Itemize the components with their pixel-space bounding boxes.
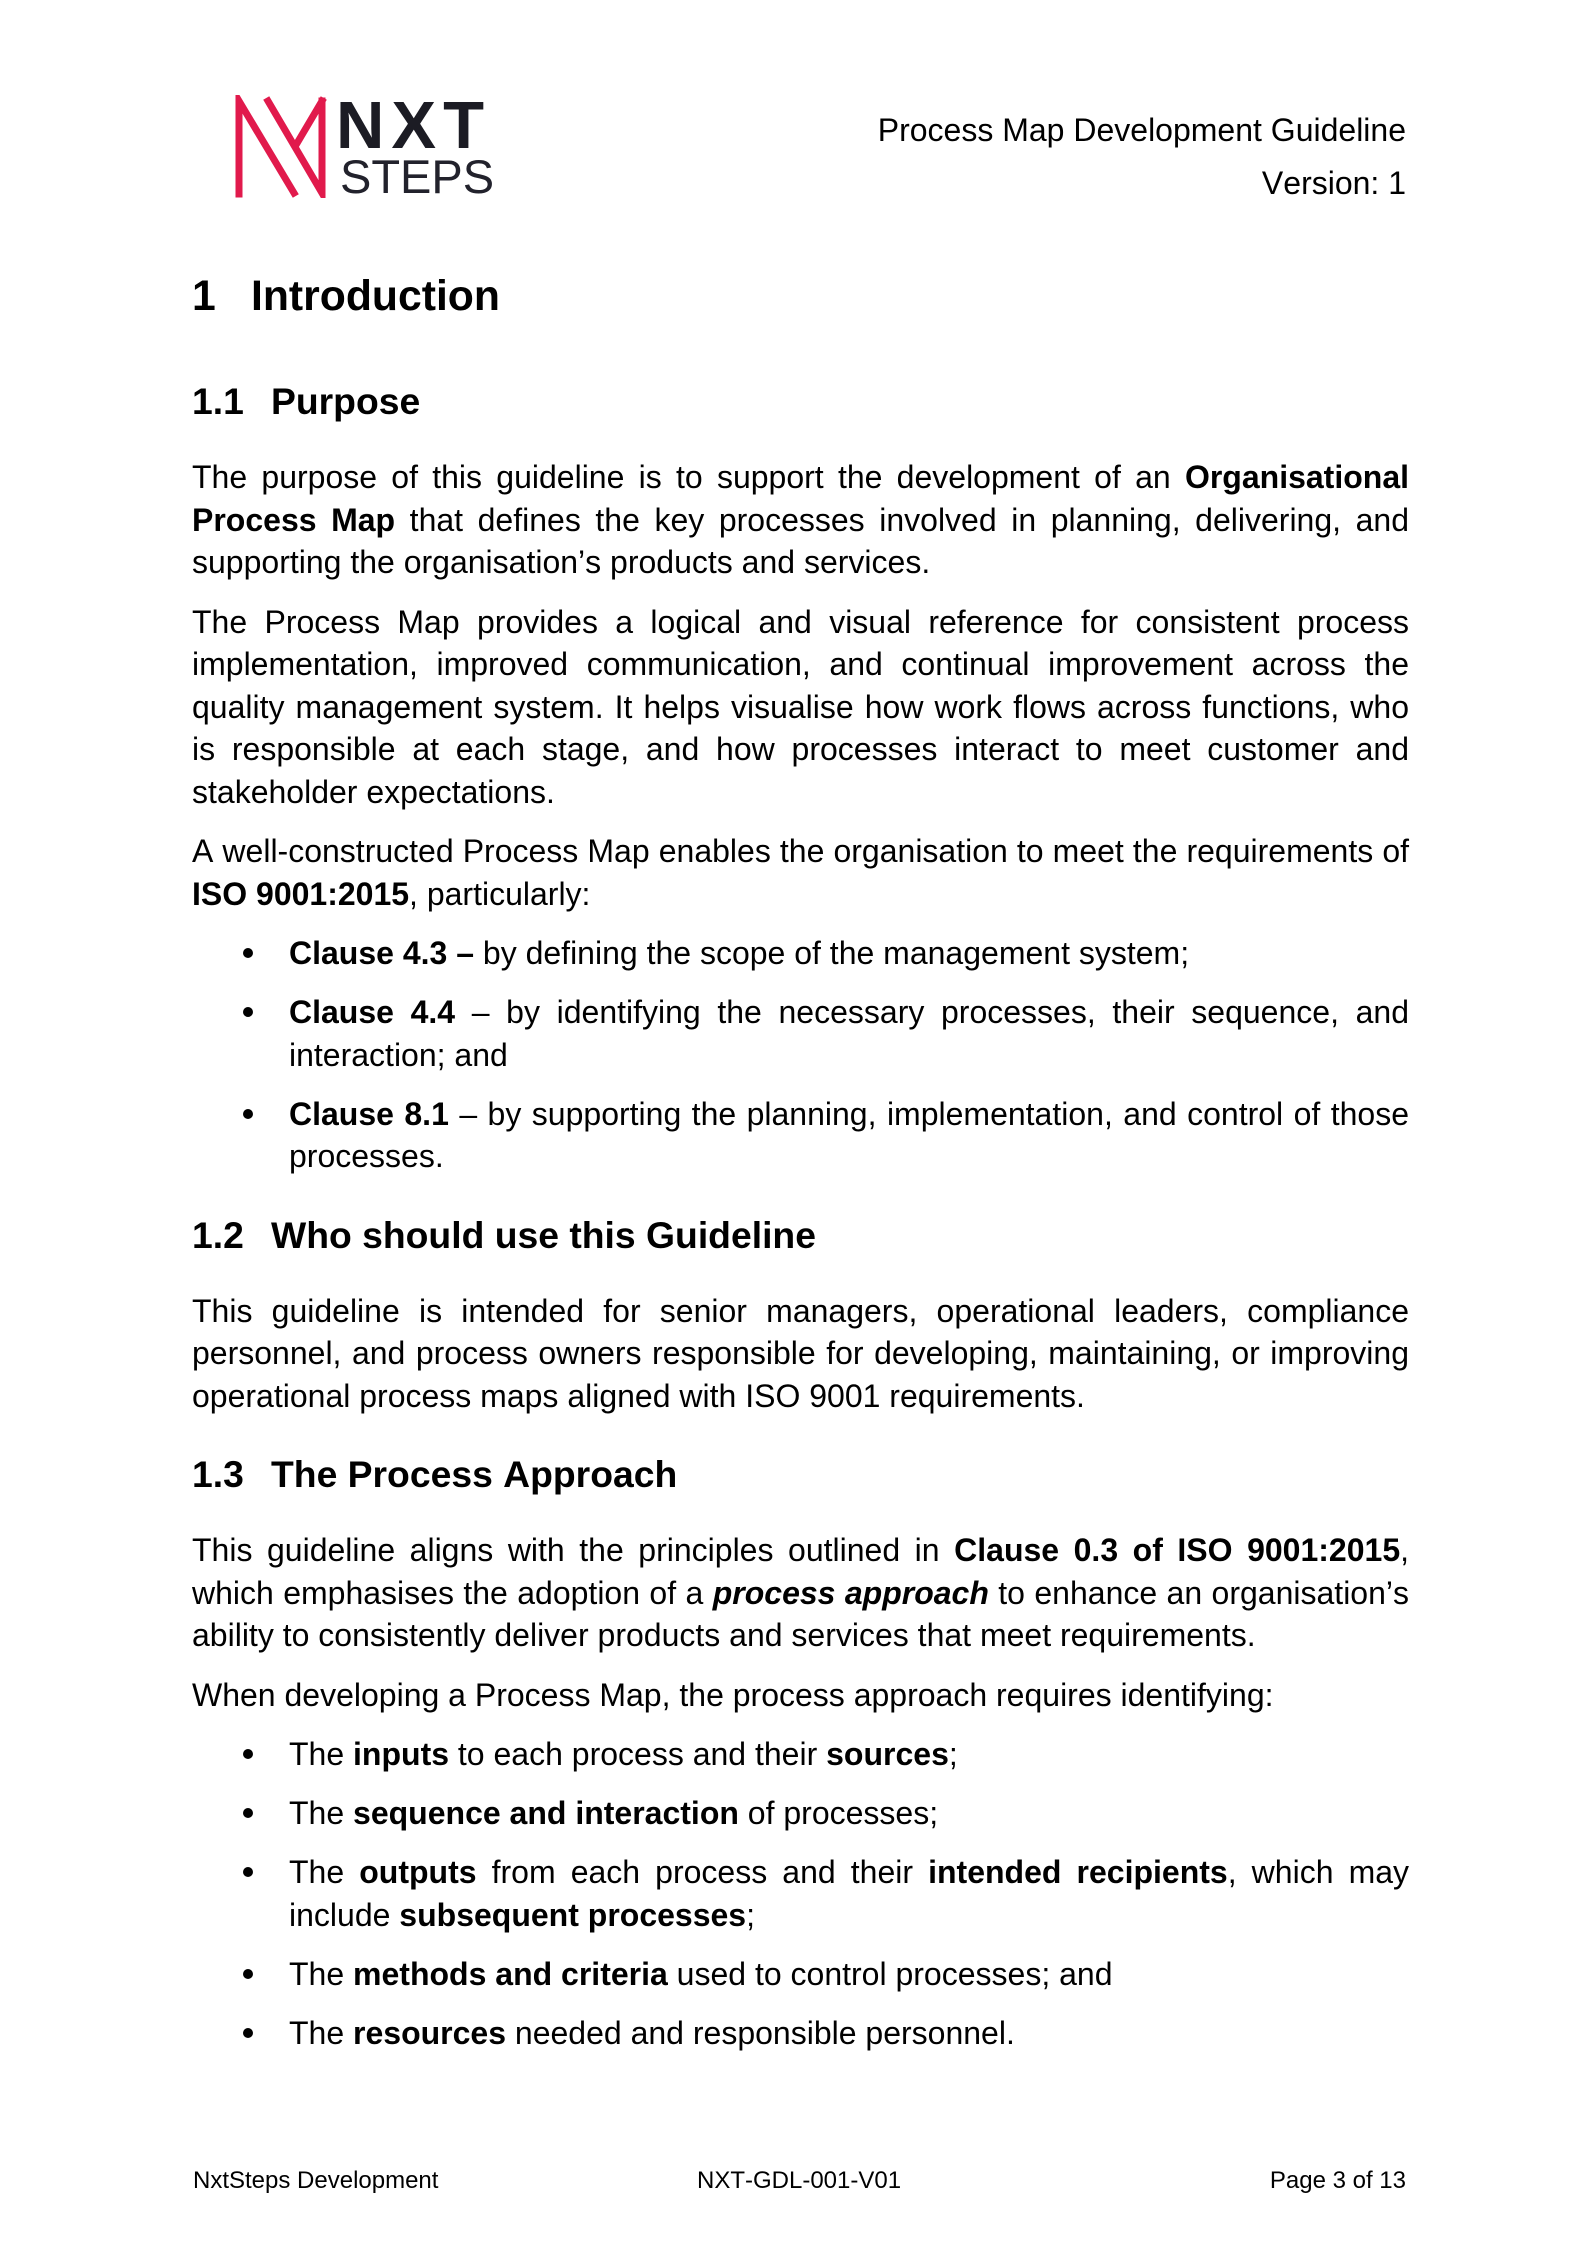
- page-footer: [0, 2167, 1588, 2195]
- emphasized-text: process approach: [712, 1574, 989, 1611]
- logo-wordmark-nxt: NXT: [336, 88, 491, 163]
- logo-wordmark-steps: STEPS: [340, 150, 495, 203]
- subsection-heading-audience: [192, 1213, 1409, 1257]
- bullet-item: [192, 1851, 1409, 1936]
- text-run: used to control processes; and: [667, 1955, 1113, 1992]
- subsection-heading-process-approach: [192, 1452, 1409, 1496]
- subsection-title: Who should use this Guideline: [271, 1213, 816, 1256]
- emphasized-text: Clause 4.3 –: [289, 935, 474, 971]
- footer-company: NxtSteps Development: [193, 2167, 439, 2194]
- bullet-list: [192, 1733, 1409, 2054]
- section-heading: [192, 271, 1409, 321]
- text-run: that defines the key processes involved in planning, delivering, and supporting the organisation’s products and services.: [192, 501, 1410, 580]
- text-run: This guideline aligns with the principles outlined in: [192, 1532, 955, 1568]
- emphasized-text: inputs: [353, 1736, 450, 1772]
- bullet-text: [289, 2015, 1015, 2051]
- emphasized-text: sources: [826, 1736, 949, 1772]
- company-logo: [234, 88, 496, 203]
- bullet-icon: [243, 1749, 253, 1759]
- subsection-number: 1.1: [192, 380, 244, 422]
- text-run: The: [289, 1736, 354, 1772]
- bullet-item: [192, 991, 1409, 1076]
- bullet-item: [192, 1953, 1409, 1996]
- emphasized-text: Clause 4.4: [289, 994, 456, 1030]
- bullet-icon: [243, 1808, 253, 1818]
- footer-page-number: Page 3 of 13: [1269, 2167, 1406, 2194]
- paragraph: [192, 830, 1409, 915]
- text-run: , which emphasises the adoption of a: [192, 1532, 1410, 1611]
- bullet-icon: [243, 948, 253, 958]
- emphasized-text: methods and criteria: [353, 1955, 668, 1992]
- bullet-icon: [243, 1969, 253, 1979]
- bullet-text: [289, 1736, 958, 1772]
- text-run: by defining the scope of the management system;: [474, 935, 1190, 971]
- text-run: This guideline is intended for senior managers, operational leaders, compliance personnel, and process owners responsible for developing, maintaining, or improving operational process maps aligned with ISO 9001 requirements.: [192, 1292, 1409, 1414]
- bullet-text: [289, 935, 1189, 971]
- text-run: The: [289, 1795, 354, 1831]
- bullet-text: [289, 1795, 938, 1831]
- bullet-text: [289, 994, 1409, 1073]
- text-run: , which may include: [289, 1854, 1410, 1933]
- text-run: The Process Map provides a logical and visual reference for consistent process implementation, improved communication, and continual improvement across the quality management system. It helps visualise how work flows across functions, who is responsible at each stage, and how processes interact to meet customer and stakeholder expectations.: [192, 603, 1409, 810]
- footer-document-code: NXT-GDL-001-V01: [697, 2167, 902, 2194]
- text-run: The: [289, 1955, 354, 1992]
- section-title: Introduction: [251, 272, 500, 320]
- text-run: A well-constructed Process Map enables the organisation to meet the requirements of: [192, 833, 1409, 869]
- bullet-item: [192, 1792, 1409, 1835]
- bullet-icon: [243, 1867, 253, 1877]
- bullet-text: [289, 1096, 1409, 1175]
- text-run: of processes;: [738, 1795, 939, 1831]
- text-run: to enhance an organisation’s ability to consistently deliver products and services that meet requirements.: [192, 1574, 1410, 1653]
- bullet-item: [192, 932, 1409, 975]
- emphasized-text: Clause 8.1: [289, 1095, 449, 1132]
- subsection-number: 1.3: [192, 1453, 244, 1495]
- bullet-item: [192, 2012, 1409, 2055]
- text-run: The: [289, 2014, 354, 2051]
- text-run: needed and responsible personnel.: [506, 2014, 1015, 2051]
- emphasized-text: ISO 9001:2015: [192, 875, 410, 912]
- emphasized-text: resources: [353, 2014, 507, 2051]
- emphasized-text: sequence and interaction: [353, 1795, 739, 1831]
- document-body: [192, 271, 1409, 2071]
- emphasized-text: Organisational Process Map: [192, 459, 1409, 538]
- text-run: The: [289, 1854, 360, 1890]
- bullet-text: [289, 1854, 1409, 1933]
- bullet-icon: [243, 1007, 253, 1017]
- emphasized-text: subsequent processes: [399, 1896, 747, 1933]
- bullet-list: [192, 932, 1409, 1178]
- text-run: ;: [948, 1736, 958, 1772]
- text-run: , particularly:: [409, 875, 591, 912]
- nxt-steps-logo-mark-icon: [234, 95, 328, 198]
- text-run: When developing a Process Map, the process approach requires identifying:: [192, 1676, 1274, 1713]
- document-version: Version: 1: [1261, 165, 1406, 201]
- subsection-title: The Process Approach: [271, 1453, 678, 1495]
- paragraph: [192, 1529, 1409, 1657]
- subsection-title: Purpose: [271, 380, 421, 422]
- text-run: The purpose of this guideline is to support the development of an: [192, 459, 1185, 495]
- document-title: Process Map Development Guideline: [877, 112, 1406, 148]
- bullet-icon: [243, 2028, 253, 2038]
- paragraph: [192, 601, 1409, 814]
- paragraph: [192, 1290, 1409, 1418]
- bullet-item: [192, 1093, 1409, 1178]
- text-run: to each process and their: [449, 1736, 827, 1772]
- text-run: ;: [746, 1896, 755, 1933]
- subsection-number: 1.2: [192, 1213, 244, 1256]
- text-run: from each process and their: [476, 1854, 929, 1890]
- emphasized-text: outputs: [359, 1854, 477, 1890]
- paragraph: [192, 456, 1409, 584]
- emphasized-text: Clause 0.3 of ISO 9001:2015: [954, 1532, 1401, 1568]
- paragraph: [192, 1674, 1409, 1717]
- bullet-item: [192, 1733, 1409, 1776]
- text-run: – by supporting the planning, implementation, and control of those processes.: [289, 1095, 1410, 1174]
- section-number: 1: [192, 272, 216, 320]
- bullet-text: [289, 1956, 1112, 1992]
- text-run: – by identifying the necessary processes, their sequence, and interaction; and: [289, 994, 1410, 1073]
- bullet-icon: [243, 1109, 253, 1119]
- subsection-heading-purpose: [192, 379, 1409, 423]
- emphasized-text: intended recipients: [928, 1854, 1228, 1890]
